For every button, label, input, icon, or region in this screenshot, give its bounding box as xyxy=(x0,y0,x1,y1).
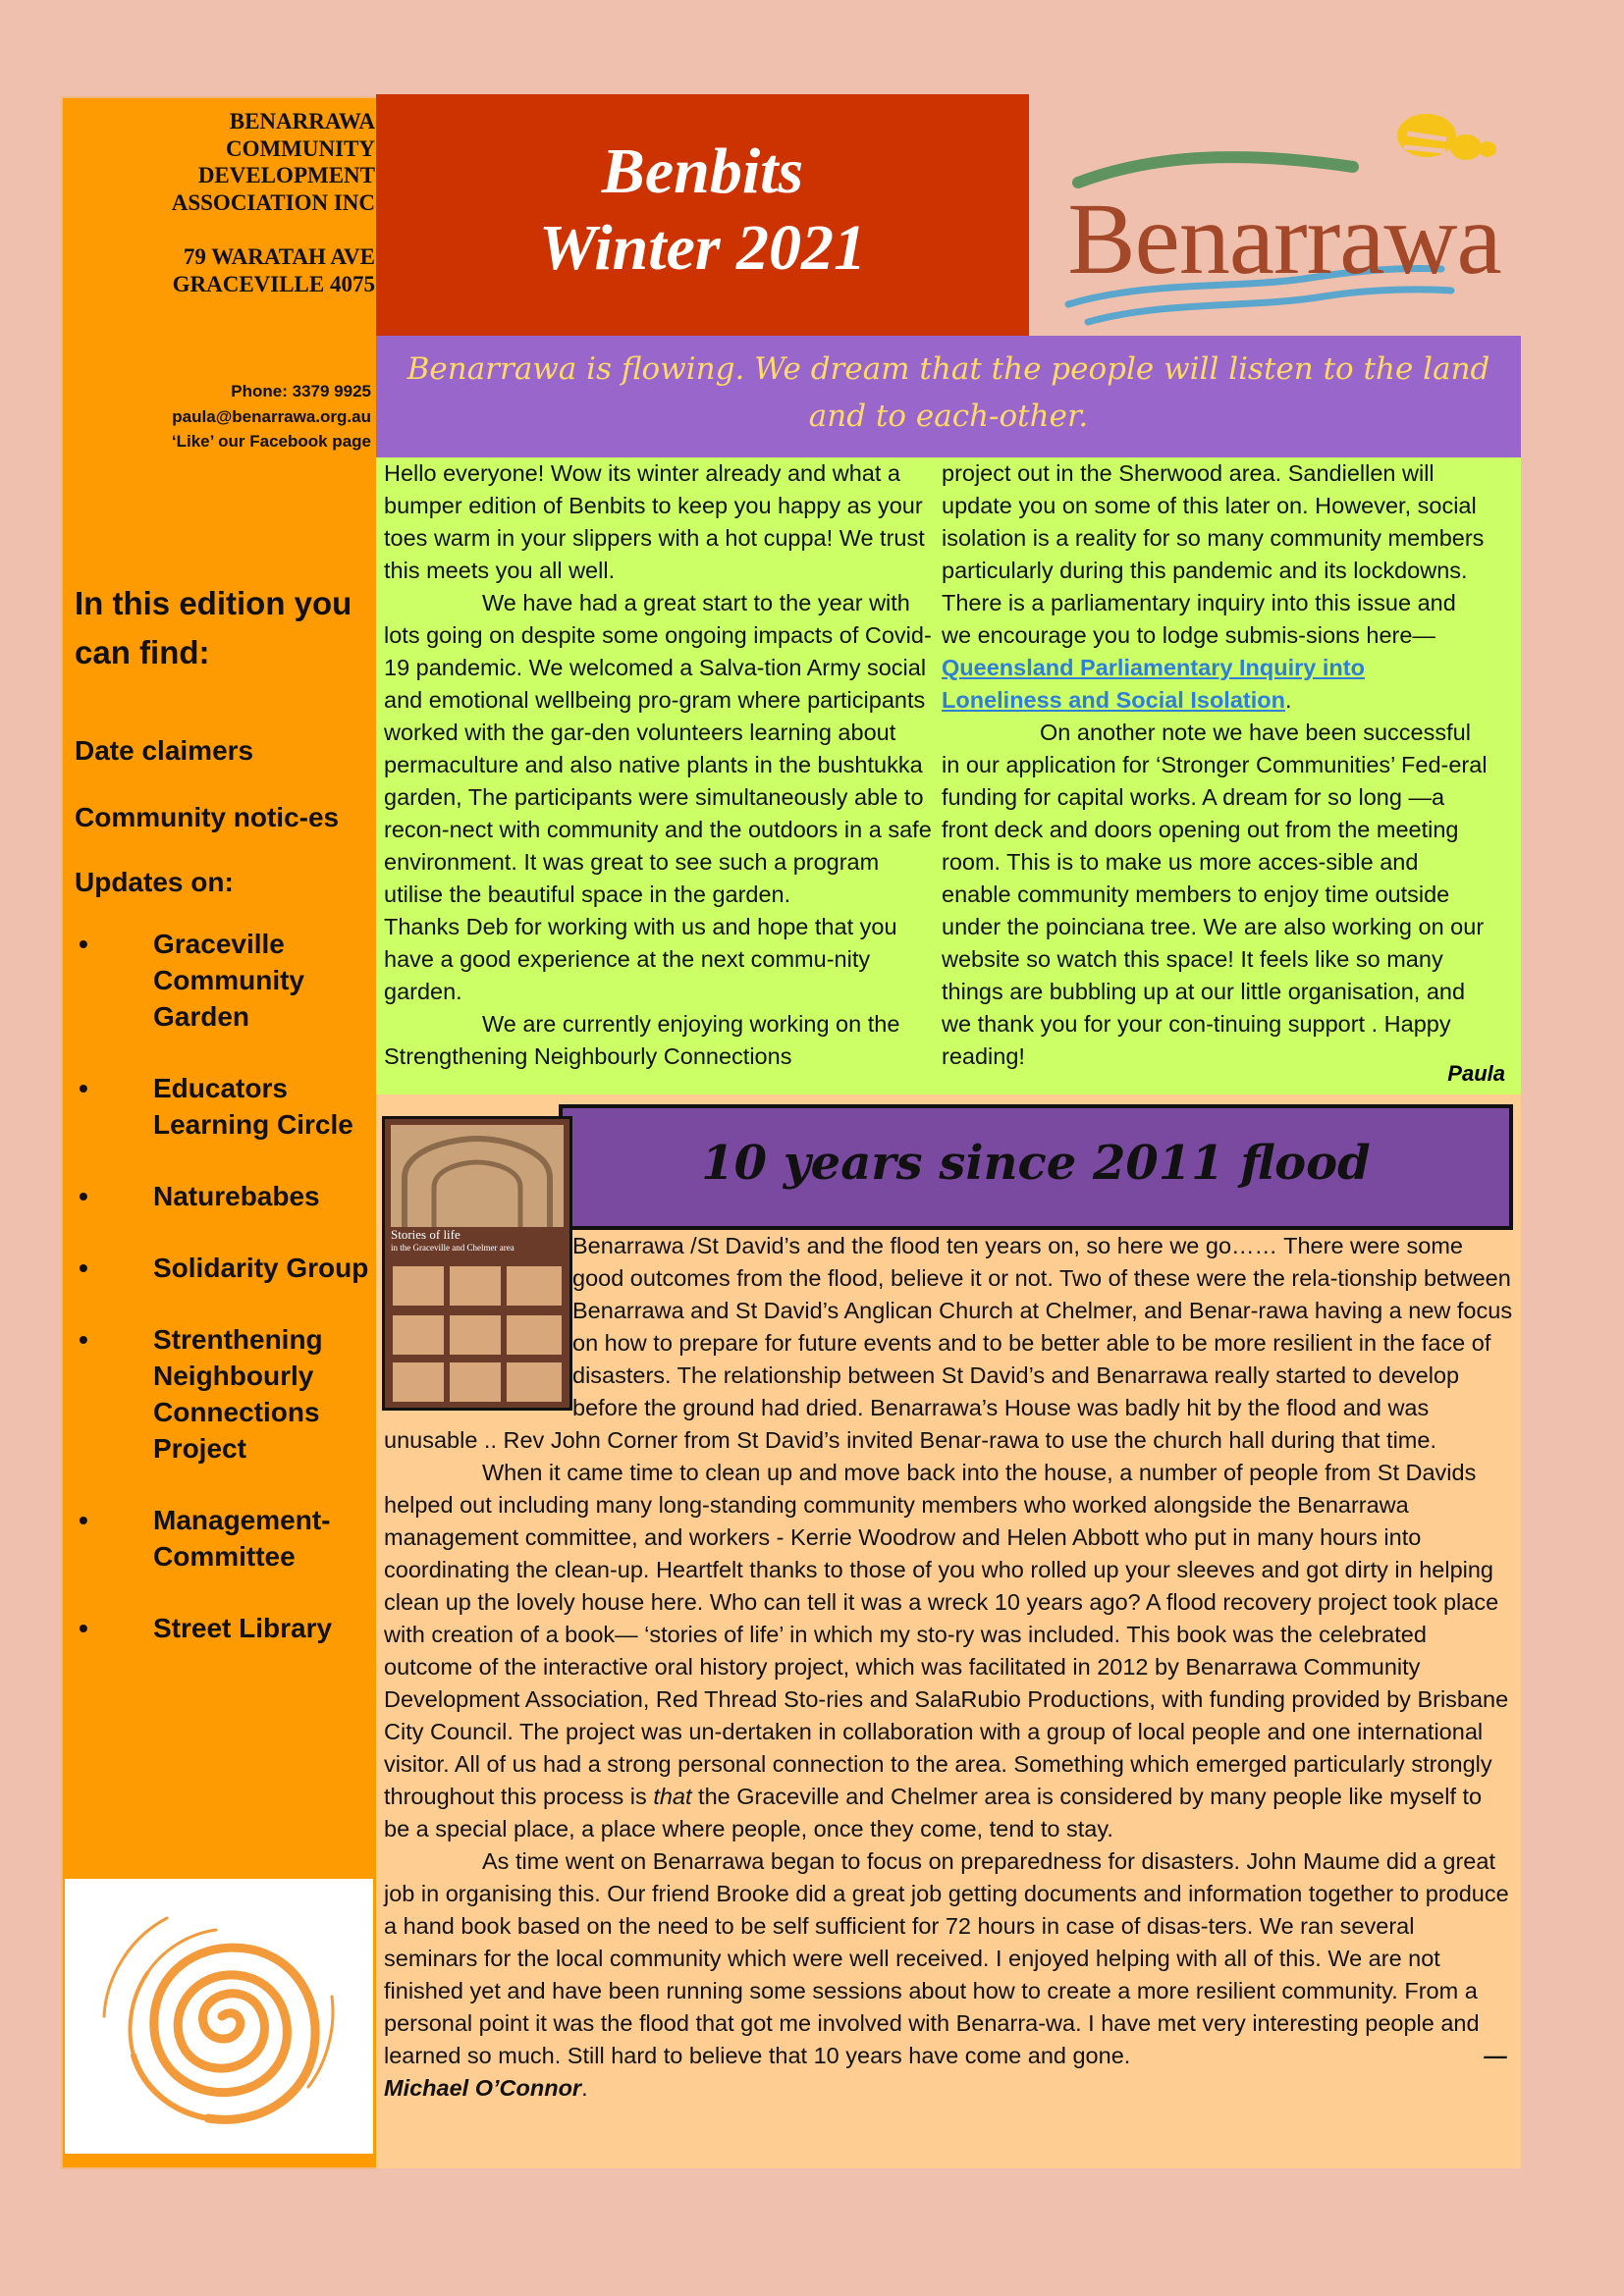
article-emphasis: that xyxy=(653,1784,692,1809)
intro-paragraph: We are currently enjoying working on the Strengthening Neighbourly Connections xyxy=(384,1011,900,1069)
tagline-banner xyxy=(376,336,1521,461)
article-text: . xyxy=(581,2075,588,2101)
image-spacer xyxy=(384,1230,572,1405)
article-paragraph xyxy=(384,1845,1513,2105)
benarrawa-logo xyxy=(1029,94,1540,336)
list-item: • Naturebabes xyxy=(75,1178,369,1214)
list-item: • Solidarity Group xyxy=(75,1250,369,1286)
email-link[interactable]: paula@benarrawa.org.au xyxy=(172,406,371,426)
tagline-text: Benarrawa is flowing. We dream that the people will listen to the land and to each-other. xyxy=(406,351,1490,434)
org-name-line: COMMUNITY xyxy=(225,135,375,161)
title-line: Benbits xyxy=(601,135,804,207)
logo-wordmark: Benarrawa xyxy=(1067,183,1501,295)
intro-text: . xyxy=(1284,687,1292,713)
table-of-contents xyxy=(75,579,369,1682)
article-body xyxy=(384,1230,1513,2105)
inquiry-link[interactable]: Queensland Parliamentary Inquiry into Loneliness and Social Isolation xyxy=(942,655,1365,713)
article-text: As time went on Benarrawa began to focus on preparedness for disasters. John Maume did a great job in organising this. Our friend Brooke did a great job getting documents and information together to produce a hand book based on the need to be self sufficient for 72 hours in case of disas-ters. We ran several seminars for the local community which were well received. I enjoyed helping with all of this. We are not finished yet and have been running some sessions about how to create a more resilient community. From a personal point it was the flood that got me involved with Benarra-wa. I have met very interesting people and learned so much. Still hard to believe that 10 years have come and gone. xyxy=(384,1848,1509,2068)
intro-paragraph: We have had a great start to the year with lots going on despite some ongoing impacts of Covid-19 pandemic. We welcomed a Salva-tion Army social and emotional wellbeing pro-gram where participants worked with the gar-den volunteers learning about permaculture and also native plants in the bushtukka garden, The participants were simultaneously able to recon-nect with community and the outdoors in a safe environment. It was great to see such a program utilise the beautiful space in the garden. xyxy=(384,590,932,907)
intro-text: project out in the Sherwood area. Sandiellen will update you on some of this later on. However, social isolation is a reality for so many community members particularly during this pandemic and its lockdowns. There is a parliamentary inquiry into this issue and we encourage you to lodge submis-sions here— xyxy=(942,460,1485,648)
sidebar xyxy=(61,96,379,2169)
book-subtitle-text: in the Graceville and Chelmer area xyxy=(391,1242,514,1253)
contents-item-community-notices: Community notic-es xyxy=(75,802,340,832)
intro-section xyxy=(376,457,1521,1095)
org-name-line: BENARRAWA xyxy=(229,109,375,133)
intro-paragraph: Hello everyone! Wow its winter already and what a bumper edition of Benbits to keep you happy as your toes warm in your slippers with a hot cuppa! We trust this meets you all well. xyxy=(384,460,925,583)
contact-info xyxy=(63,379,371,454)
contents-heading: In this edition you can find: xyxy=(75,585,352,670)
spiral-icon xyxy=(65,1879,373,2154)
article-heading: 10 years since 2011 flood xyxy=(701,1136,1371,1191)
address-line: GRACEVILLE 4075 xyxy=(172,271,375,296)
list-item: • Graceville Community Garden xyxy=(75,926,369,1035)
intro-paragraph xyxy=(942,457,1491,717)
article-text: When it came time to clean up and move back into the house, a number of people from St Davids helped out including many long-standing community members who worked alongside the Benarrawa management committee, and workers - Kerrie Woodrow and Helen Abbott who put in many hours into coordinating the clean-up. Heartfelt thanks to those of you who rolled up your sleeves and got dirty in helping clean up the lovely house here. Who can tell it was a wreck 10 years ago? A flood recovery project took place with creation of a book— ‘stories of life’ in which my sto-ry was included. This book was the celebrated outcome of the interactive oral history project, which was facilitated in 2012 by Benarrawa Community Development Association, Red Thread Sto-ries and SalaRubio Productions, with funding provided by Brisbane City Council. The project was un-dertaken in collaboration with a group of local people and one international visitor. All of us had a strong personal connection to the area. Something which emerged particularly strongly throughout this process is xyxy=(384,1460,1509,1809)
facebook-link[interactable]: ‘Like’ our Facebook page xyxy=(171,432,371,451)
article-paragraph: Benarrawa /St David’s and the flood ten years on, so here we go…… There were some good outcomes from the flood, believe it or not. Two of these were the rela-tionship between Benarrawa and St David’s Anglican Church at Chelmer, and Benar-rawa having a new focus on how to prepare for future events and to be better able to be more resilient in the face of disasters. The relationship between St David’s and Benarrawa really started to develop before the ground had dried. Benarrawa’s House was badly hit by the flood and was unusable .. Rev John Corner from St David’s invited Benar-rawa to use the church hall during that time. xyxy=(384,1233,1513,1453)
list-item: • Strenthening Neighbourly Connections Project xyxy=(75,1321,369,1467)
newsletter-title xyxy=(376,133,1029,287)
intro-paragraph: On another note we have been successful in our application for ‘Stronger Communities’ Fed-eral funding for capital works. A dream for so long —a front deck and doors opening out from the meeting room. This is to make us more acces-sible and enable community members to enjoy time outside under the poinciana tree. We are also working on our website so watch this space! It feels like so many things are bubbling up at our little organisation, and we thank you for your con-tinuing support . Happy reading! xyxy=(942,720,1488,1069)
org-address xyxy=(63,108,375,298)
book-title-text: Stories of life xyxy=(391,1227,460,1242)
spiral-graphic xyxy=(65,1879,373,2154)
list-item: • Street Library xyxy=(75,1610,369,1646)
title-line: Winter 2021 xyxy=(538,212,867,284)
intro-column-right xyxy=(942,457,1491,1073)
flood-article xyxy=(376,1095,1521,2168)
updates-list xyxy=(75,926,369,1646)
intro-column-left xyxy=(384,457,934,1073)
article-author: —Michael O’Connor xyxy=(384,2043,1507,2101)
list-item: • Management- Committee xyxy=(75,1502,369,1575)
newsletter-title-box xyxy=(376,94,1029,336)
phone-number: Phone: 3379 9925 xyxy=(231,382,371,400)
list-item: • Educators Learning Circle xyxy=(75,1070,369,1143)
contents-updates-heading: Updates on: xyxy=(75,867,234,897)
intro-paragraph: Thanks Deb for working with us and hope that you have a good experience at the next commu-nity garden. xyxy=(384,914,897,1004)
contents-item-date-claimers: Date claimers xyxy=(75,735,254,766)
article-paragraph xyxy=(384,1457,1513,1845)
signature: Paula xyxy=(1447,1061,1505,1086)
address-line: 79 WARATAH AVE xyxy=(183,244,375,270)
org-name-line: ASSOCIATION INC xyxy=(171,189,375,215)
flood-heading-banner xyxy=(559,1104,1513,1230)
org-name-line: DEVELOPMENT xyxy=(197,163,375,188)
article-text: the Graceville and Chelmer area is considered by many people like myself to be a special place, a place where people, once they come, tend to stay. xyxy=(384,1784,1483,1842)
